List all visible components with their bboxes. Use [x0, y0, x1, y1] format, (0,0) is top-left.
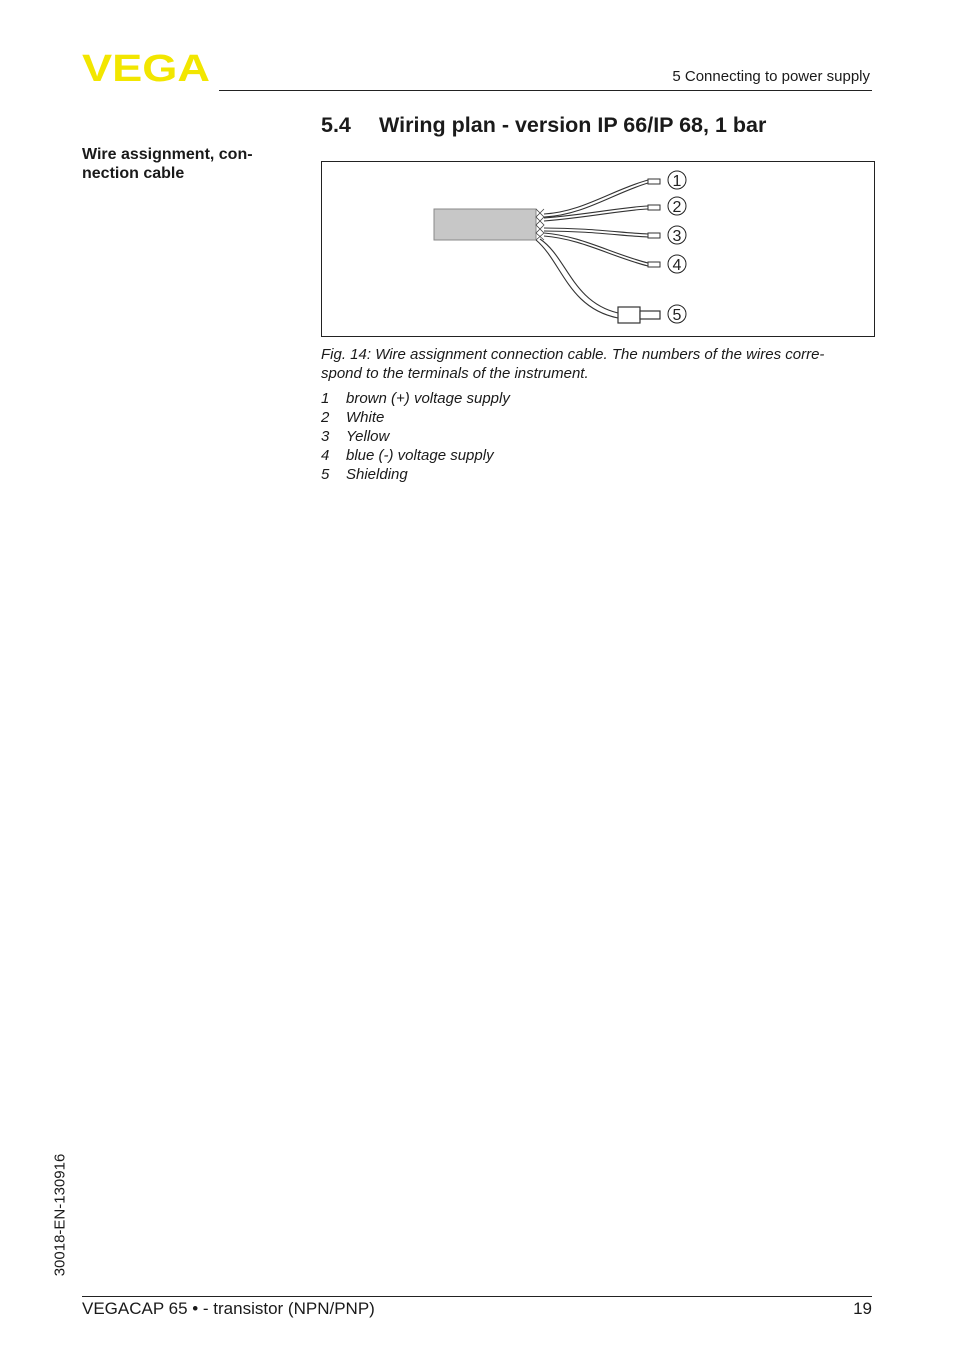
side-label: [82, 145, 282, 183]
footer-page-number: 19: [853, 1299, 872, 1318]
figure-caption: [321, 345, 881, 383]
vega-logo: [82, 50, 212, 84]
legend-number: 5: [321, 466, 330, 483]
header-rule: [219, 90, 872, 91]
caption-line-1: Fig. 14: Wire assignment connection cable. The numbers of the wires corre-: [321, 346, 825, 363]
legend-text: Yellow: [346, 428, 390, 445]
legend-item: [321, 446, 510, 465]
document-code-text: 30018-EN-130916: [51, 1153, 69, 1277]
wire-legend: [321, 389, 510, 484]
callout-4: 4: [672, 257, 682, 274]
shield-ferrule: [618, 307, 640, 323]
callout-2: 2: [672, 199, 682, 216]
header-section-title: 5 Connecting to power supply: [672, 68, 870, 85]
side-label-line-1: Wire assignment, con-: [82, 146, 253, 163]
legend-number: 4: [321, 447, 330, 464]
legend-text: White: [346, 409, 385, 426]
legend-text: brown (+) voltage supply: [346, 390, 510, 407]
cable-body: [434, 209, 536, 240]
wire-4: [544, 233, 658, 263]
section-title: Wiring plan - version IP 66/IP 68, 1 bar: [379, 113, 767, 137]
section-number: 5.4: [321, 113, 351, 137]
callout-3: 3: [672, 228, 682, 245]
callout-1: 1: [672, 173, 682, 190]
logo-text: VEGA: [82, 50, 210, 84]
callout-5: 5: [672, 307, 682, 324]
legend-item: [321, 465, 510, 484]
caption-line-2: spond to the terminals of the instrument.: [321, 365, 589, 382]
wiring-figure: [321, 161, 875, 337]
legend-text: blue (-) voltage supply: [346, 447, 494, 464]
wire-ends: [648, 179, 660, 267]
side-label-line-2: nection cable: [82, 165, 185, 182]
section-heading: [321, 113, 766, 138]
legend-item: [321, 427, 510, 446]
legend-item: [321, 389, 510, 408]
shield-ferrule-tip: [640, 311, 660, 319]
wire-5: [540, 239, 618, 313]
legend-text: Shielding: [346, 466, 408, 483]
cable-diagram: [322, 162, 874, 336]
legend-item: [321, 408, 510, 427]
document-code: [48, 1140, 72, 1290]
legend-number: 1: [321, 390, 330, 407]
cable-braid: [536, 209, 544, 240]
footer-rule: [82, 1296, 872, 1297]
legend-number: 2: [321, 409, 330, 426]
footer-document-title: VEGACAP 65 • - transistor (NPN/PNP): [82, 1299, 375, 1318]
legend-number: 3: [321, 428, 330, 445]
